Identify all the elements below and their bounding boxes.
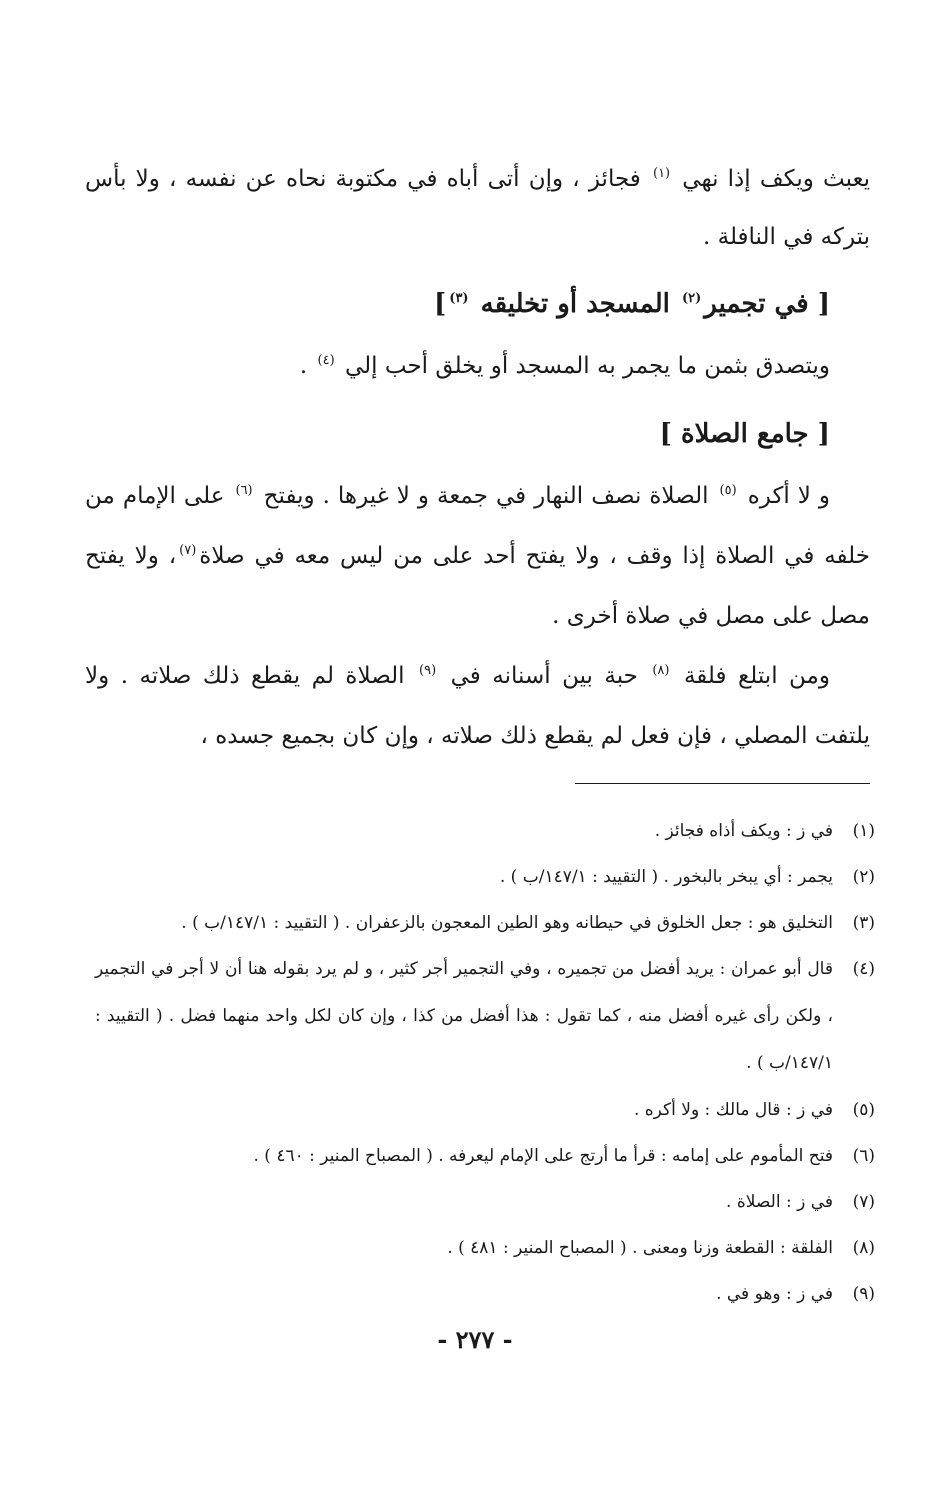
footnote-number: (٩): [852, 1284, 875, 1304]
footnote-number: (٢): [852, 867, 875, 887]
footnote-ref-9[interactable]: (٩): [419, 663, 437, 679]
footnote-item: [95, 1225, 875, 1271]
section-heading-jami-salat: [ جامع الصلاة ]: [659, 419, 830, 449]
footnote-item: [95, 1087, 875, 1133]
paragraph-4: [85, 646, 870, 766]
paragraph-4-text-b: حبة بين أسنانه في: [450, 663, 638, 689]
footnote-number: (٦): [852, 1146, 875, 1166]
paragraph-1-text-a: يعبث ويكف إذا نهي: [682, 166, 871, 192]
footnote-ref-5[interactable]: (٥): [719, 483, 737, 499]
paragraph-4-text-a: ومن ابتلع فلقة: [683, 663, 830, 689]
footnote-text: فتح المأموم على إمامه : قرأ ما أرتج على الإمام ليعرفه . ( المصباح المنير : ٤٦٠ ) .: [253, 1146, 833, 1166]
footnote-ref-4[interactable]: (٤): [317, 353, 335, 369]
footnote-item: [95, 854, 875, 900]
footnote-ref-6[interactable]: (٦): [235, 483, 253, 499]
footnote-number: (٨): [852, 1238, 875, 1258]
paragraph-3-text-a: و لا أكره: [747, 483, 831, 509]
footnote-item: [95, 946, 875, 1087]
paragraph-3: [85, 466, 870, 646]
footnote-ref-7[interactable]: (٧): [179, 543, 197, 559]
footnote-ref-2[interactable]: (٢): [681, 291, 702, 307]
footnote-number: (٧): [852, 1192, 875, 1212]
footnote-text: في ز : قال مالك : ولا أكره .: [633, 1100, 833, 1120]
page-number: - ٢٧٧ -: [437, 1325, 513, 1354]
footnote-item: [95, 1271, 875, 1317]
heading-1-text-b: المسجد أو تخليقه: [480, 289, 670, 319]
footnote-text: في ز : ويكف أذاه فجائز .: [654, 821, 833, 841]
footnote-text: يجمر : أي يبخر بالبخور . ( التقييد : ١٤٧/١/ب ) .: [499, 867, 833, 887]
footnote-item: [95, 1133, 875, 1179]
footnote-number: (٥): [852, 1100, 875, 1120]
footnote-text: التخليق هو : جعل الخلوق في حيطانه وهو الطين المعجون بالزعفران . ( التقييد : ١٤٧/١/ب ) .: [181, 913, 833, 933]
footnote-text: قال أبو عمران : يريد أفضل من تجميره ، وفي التجمير أجر كثير ، و لم يرد بقوله هنا أن لا أجر في التجمير ، ولكن رأى غيره أفضل منه ، كما تقول : هذا أفضل من كذا ، وإن كان لكل واحد منهما فضل . ( التقييد : ١٤٧/١/ب ) .: [95, 959, 833, 1073]
footnote-item: [95, 900, 875, 946]
footnote-text: الفلقة : القطعة وزنا ومعنى . ( المصباح المنير : ٤٨١ ) .: [447, 1238, 833, 1258]
footnote-item: [95, 1179, 875, 1225]
footnote-separator: [575, 783, 870, 784]
paragraph-2-text-a: ويتصدق بثمن ما يجمر به المسجد أو يخلق أحب إلي: [345, 353, 830, 379]
footnote-text: في ز : وهو في .: [716, 1284, 833, 1304]
footnote-number: (١): [852, 821, 875, 841]
paragraph-2: [85, 336, 870, 396]
footnote-ref-3[interactable]: (٣): [449, 291, 469, 307]
footnote-ref-8[interactable]: (٨): [652, 663, 670, 679]
paragraph-2-text-b: .: [299, 353, 308, 379]
paragraph-1-text-b: فجائز ، وإن أتى أباه في مكتوبة نحاه عن نفسه ، ولا بأس بتركه في النافلة .: [85, 166, 870, 250]
footnote-item: [95, 808, 875, 854]
section-heading-tajmir: [85, 272, 830, 336]
paragraph-3-text-d: ، ولا يفتح مصل على مصل في صلاة أخرى .: [85, 543, 870, 629]
footnote-list: [95, 808, 875, 1317]
paragraph-3-text-c: على الإمام من خلفه في الصلاة إذا وقف ، ولا يفتح أحد على من ليس معه في صلاة: [85, 483, 871, 569]
footnote-number: (٣): [852, 913, 875, 933]
heading-1-text-a: [ في تجمير: [704, 289, 830, 319]
paragraph-4-text-c: الصلاة لم يقطع ذلك صلاته . ولا يلتفت المصلي ، فإن فعل لم يقطع ذلك صلاته ، وإن كان بجميع جسده ،: [85, 663, 870, 749]
main-text: [85, 150, 870, 766]
paragraph-3-text-b: الصلاة نصف النهار في جمعة و لا غيرها . ويفتح: [263, 483, 709, 509]
paragraph-1: [85, 150, 870, 266]
footnote-ref-1[interactable]: (١): [652, 166, 671, 182]
footnote-text: في ز : الصلاة .: [726, 1192, 833, 1212]
heading-1-text-c: ]: [433, 289, 447, 319]
footnote-number: (٤): [852, 959, 875, 979]
